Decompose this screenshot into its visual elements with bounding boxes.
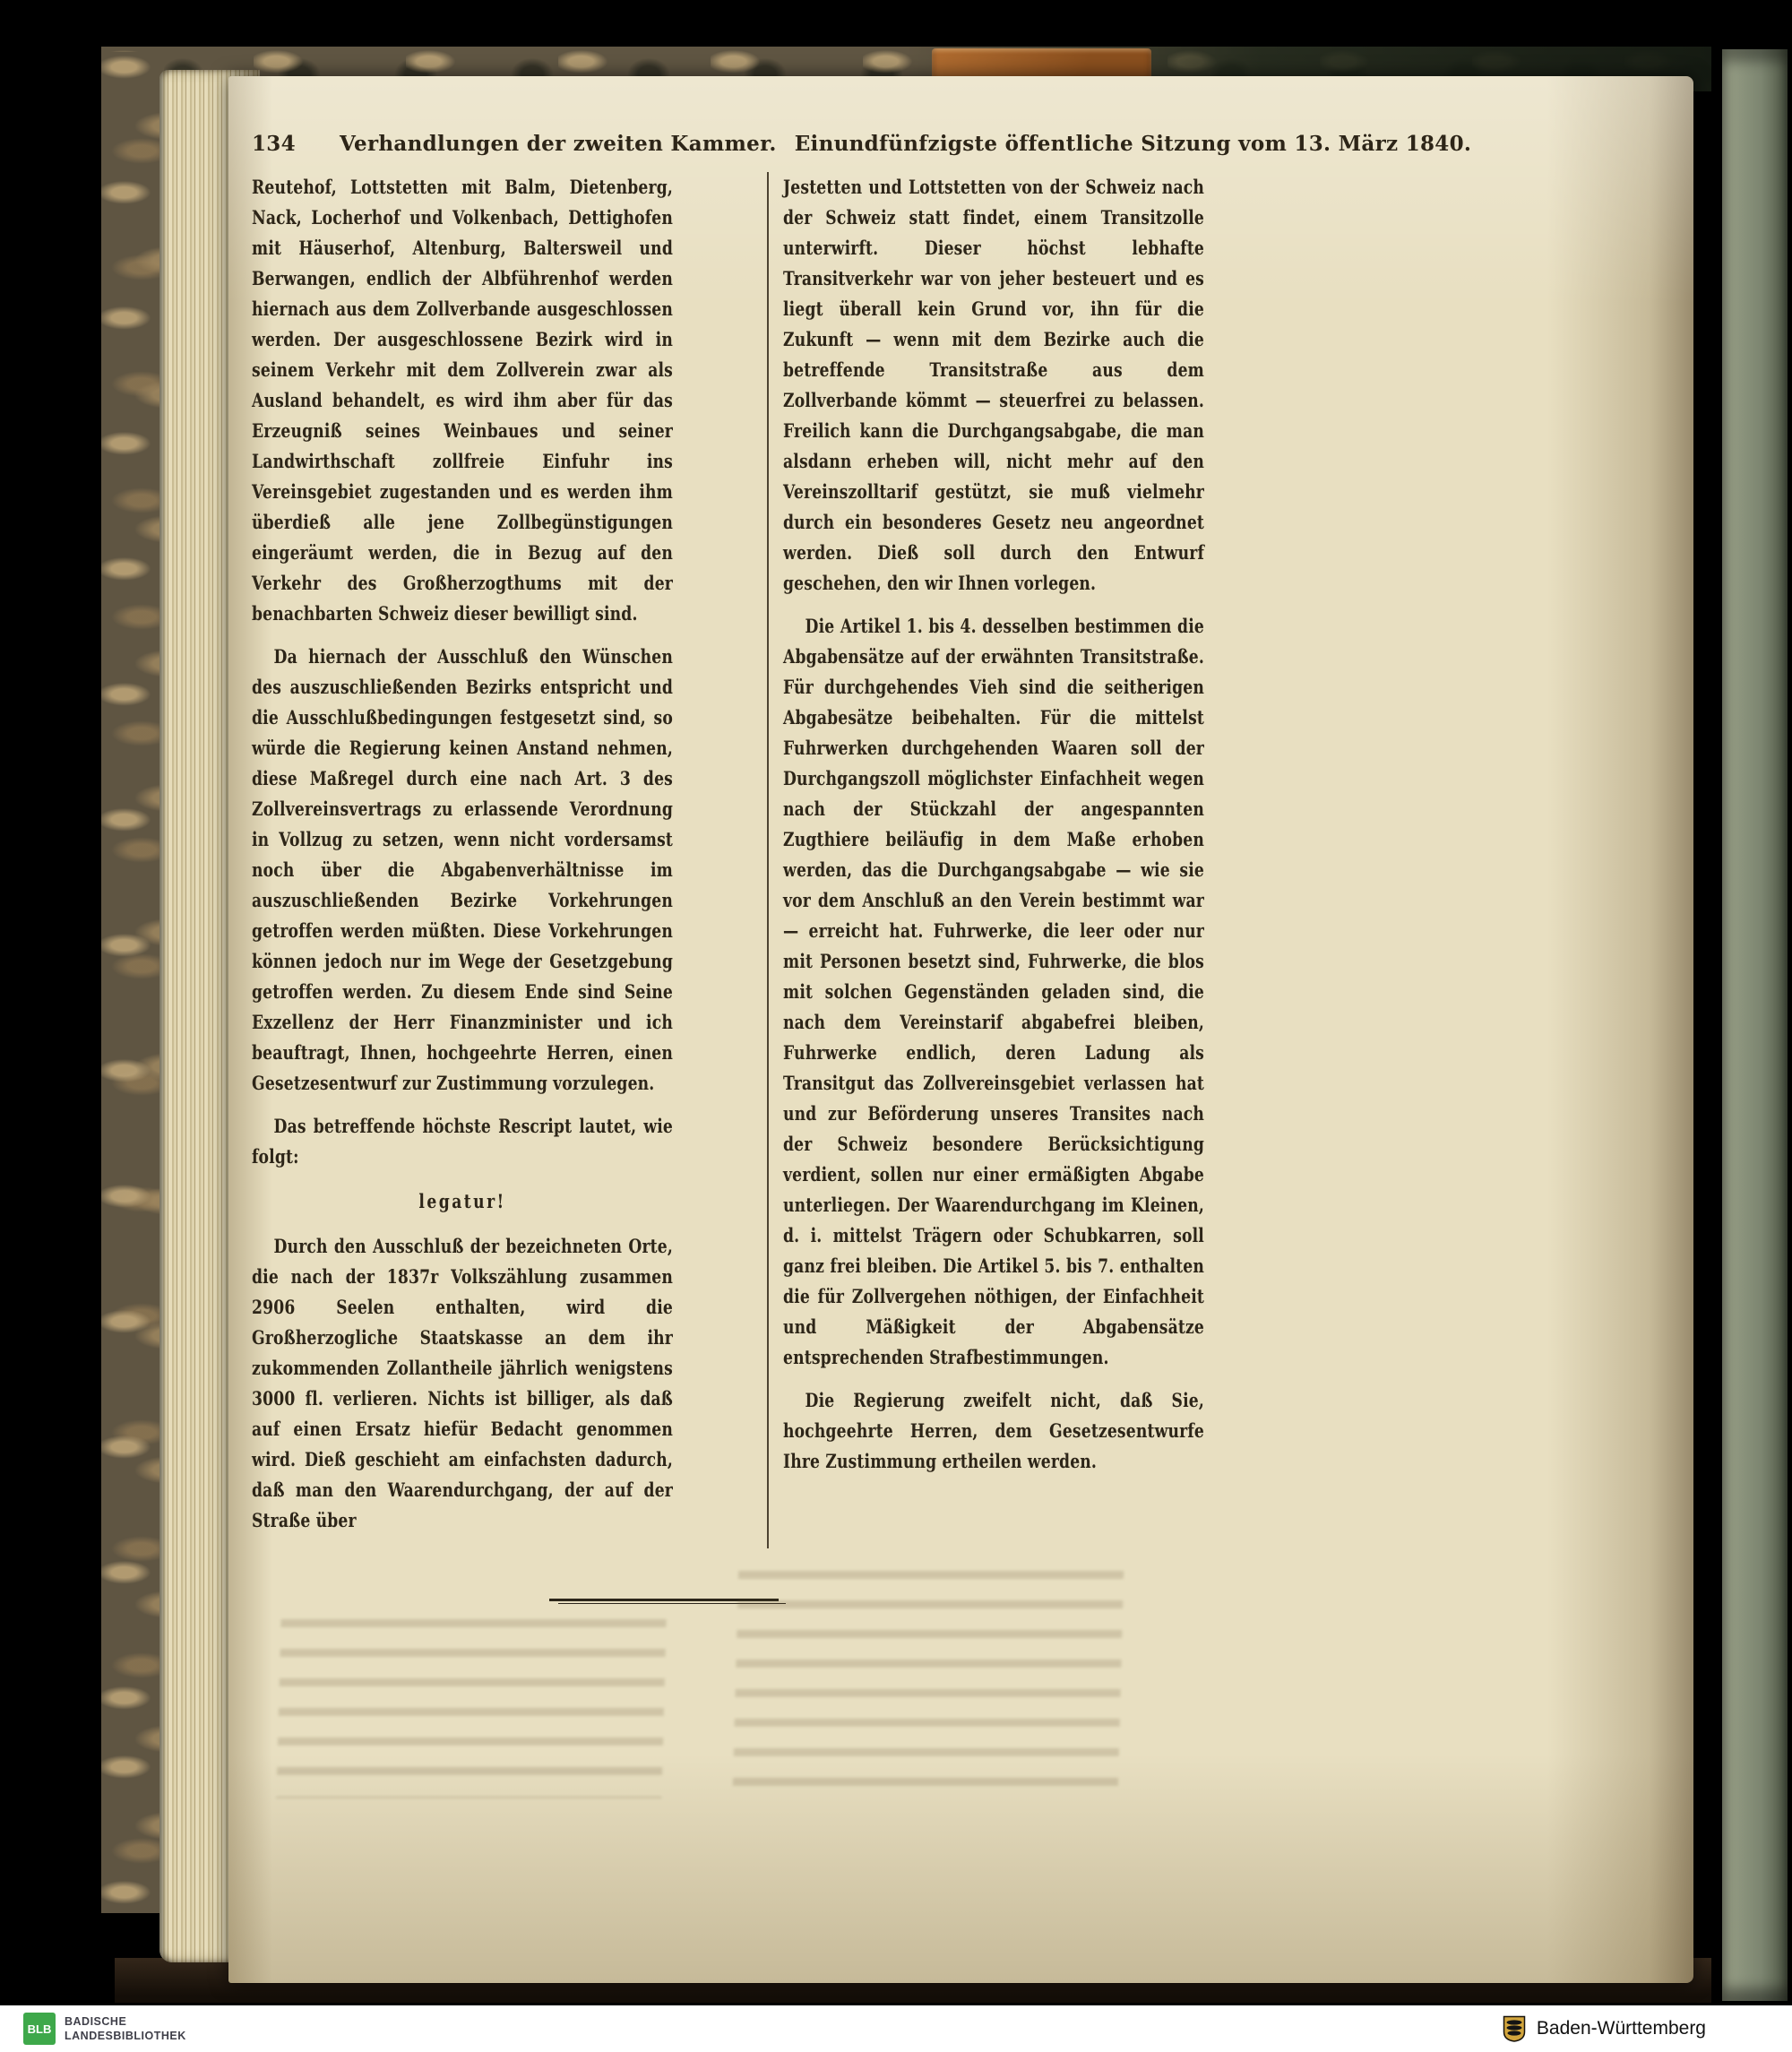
blb-logo	[23, 2013, 186, 2045]
library-footer-bar	[0, 2005, 1792, 2052]
baden-wuerttemberg-logo	[1503, 2015, 1706, 2042]
book-page	[228, 76, 1693, 1983]
legatur-line: legatur!	[418, 1190, 506, 1212]
paragraph: Die Regierung zweifelt nicht, daß Sie, hochgeehrte Herren, dem Gesetzesentwurfe Ihre Zustimmung ertheilen werden.	[783, 1389, 1205, 1472]
printed-text-block	[252, 132, 1472, 1870]
paragraph: Jestetten und Lottstetten von der Schweiz nach der Schweiz statt findet, einem Transitzolle unterwirft. Dieser höchst lebhafte Transitverkehr war von jeher besteuert und es liegt überall kein Grund vor, ihn für die Zukunft — wenn mit dem Bezirke auch die betreffende Transitstraße aus dem Zollverbande kömmt — steuerfrei zu belassen. Freilich kann die Durchgangsabgabe, die man alsdann erheben will, nicht mehr auf den Vereinszolltarif gestützt, sie muß vielmehr durch ein besonderes Gesetz neu angeordnet werden. Dieß soll durch den Entwurf geschehen, den wir Ihnen vorlegen.	[783, 176, 1205, 594]
paragraph: Die Artikel 1. bis 4. desselben bestimmen die Abgabensätze auf der erwähnten Transitstraße. Für durchgehendes Vieh sind die seitherigen Abgabesätze beibehalten. Für die mittelst Fuhrwerken durchgehenden Waaren soll der Durchgangszoll möglichster Einfachheit wegen nach der Stückzahl der angespannten Zugthiere beiläufig in dem Maße erhoben werden, das die Durchgangsabgabe — wie sie vor dem Anschluß an den Verein bestimmt war — erreicht hat. Fuhrwerke, die leer oder nur mit Personen besetzt sind, Fuhrwerke, die blos mit solchen Gegenständen geladen sind, die nach dem Vereinstarif abgabefrei bleiben, Fuhrwerke endlich, deren Ladung als Transitgut das Zollvereinsgebiet verlassen hat und zur Beförderung unseres Transites nach der Schweiz besondere Berücksichtigung verdient, sollen nur einer ermäßigten Abgabe unterliegen. Der Waarendurchgang im Kleinen, d. i. mittelst Trägern oder Schubkarren, soll ganz frei bleiben. Die Artikel 5. bis 7. enthalten die für Zollvergehen nöthigen, der Einfachheit und Mäßigkeit der Abgabensätze entsprechenden Strafbestimmungen.	[783, 615, 1205, 1368]
running-title: Verhandlungen der zweiten Kammer.	[340, 132, 777, 156]
ink-bleedthrough-patch	[276, 1619, 666, 1798]
book-cover-left-edge	[101, 52, 164, 1817]
coat-of-arms-icon	[1503, 2015, 1526, 2042]
two-column-text	[252, 172, 1205, 1548]
region-name: Baden-Württemberg	[1536, 2018, 1706, 2039]
paragraph: Reutehof, Lottstetten mit Balm, Dietenberg, Nack, Locherhof und Volkenbach, Dettighofen mit Häuserhof, Altenburg, Baltersweil und Berwangen, endlich der Albführenhof werden hiernach aus dem Zollverbande ausgeschlossen werden. Der ausgeschlossene Bezirk wird in seinem Verkehr mit dem Zollverein zwar als Ausland behandelt, es wird ihm aber für das Erzeugniß seines Weinbaues und seiner Landwirthschaft zollfreie Einfuhr ins Vereinsgebiet zugestanden und es werden ihm überdieß alle jene Zollbegünstigungen eingeräumt werden, die in Bezug auf den Verkehr des Großherzogthums mit der benachbarten Schweiz dieser bewilligt sind.	[252, 176, 674, 625]
ink-bleedthrough-area	[252, 1601, 1121, 1870]
library-name-line2: LANDESBIBLIOTHEK	[65, 2030, 186, 2042]
paragraph: Da hiernach der Ausschluß den Wünschen des auszuschließenden Bezirks entspricht und die Ausschlußbedingungen festgesetzt sind, so würde die Regierung keinen Anstand nehmen, diese Maßregel durch eine nach Art. 3 des Zollvereinsvertrags zu erlassende Verordnung in Vollzug zu setzen, wenn nicht vordersamst noch über die Abgabenverhältnisse im auszuschließenden Bezirke Vorkehrungen getroffen werden müßten. Diese Vorkehrungen können jedoch nur im Wege der Gesetzgebung getroffen werden. Zu diesem Ende sind Seine Exzellenz der Herr Finanzminister und ich beauftragt, Ihnen, hochgeehrte Herren, einen Gesetzesentwurf zur Zustimmung vorzulegen.	[252, 645, 674, 1094]
ink-bleedthrough-patch	[733, 1571, 1124, 1786]
library-name-line1: BADISCHE	[65, 2014, 127, 2028]
text-column-left	[252, 172, 767, 1548]
page-header	[252, 132, 1472, 156]
paragraph: Das betreffende höchste Rescript lautet, wie folgt:	[252, 1115, 674, 1168]
page-number: 134	[252, 132, 296, 156]
text-column-right	[767, 172, 1298, 1548]
paragraph: Durch den Ausschluß der bezeichneten Orte, die nach der 1837r Volkszählung zusammen 2906 Seelen enthalten, wird die Großherzogliche Staatskasse an dem ihr zukommenden Zollantheile jährlich wenigstens 3000 fl. verlieren. Nichts ist billiger, als daß auf einen Ersatz hiefür Bedacht genommen wird. Dieß geschieht am einfachsten dadurch, daß man den Waarendurchgang, der auf der Straße über	[252, 1235, 674, 1531]
session-title: Einundfünfzigste öffentliche Sitzung vom 13. März 1840.	[794, 132, 1472, 156]
library-name	[65, 2014, 186, 2044]
blb-logo-square: BLB	[23, 2013, 56, 2045]
facing-page-edge	[1722, 49, 1788, 2001]
